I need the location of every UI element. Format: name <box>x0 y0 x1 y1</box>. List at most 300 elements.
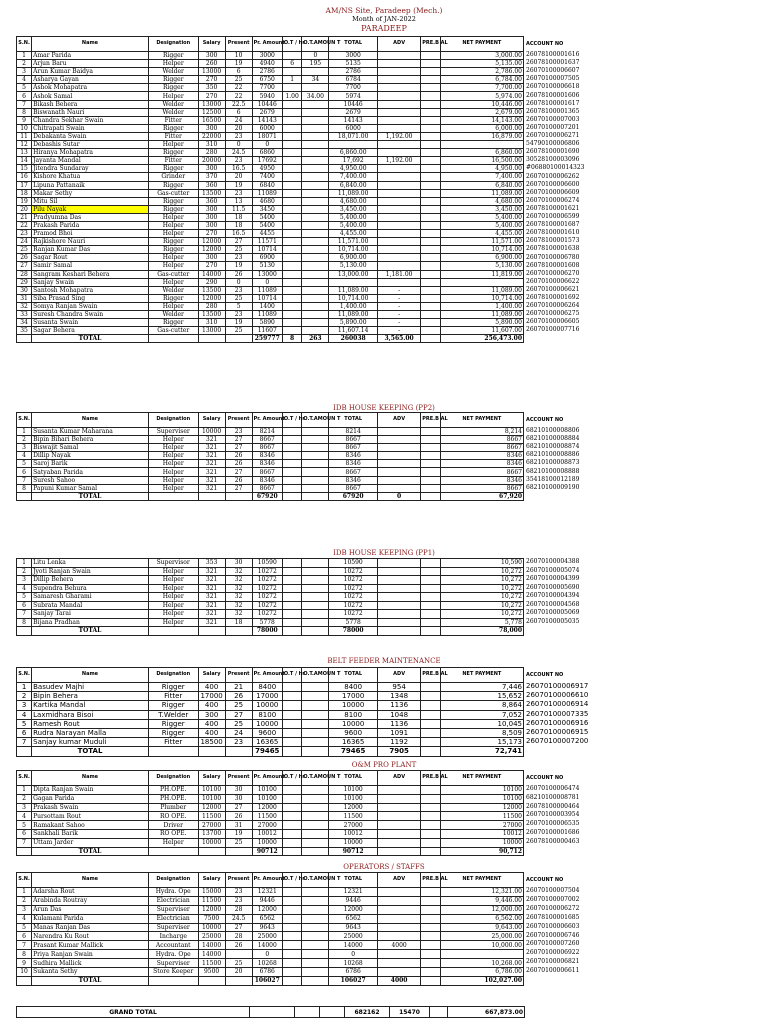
cell <box>378 812 421 821</box>
cell: Bipin Bihari Behera <box>32 436 149 444</box>
cell: 6000 <box>252 124 282 132</box>
cell <box>421 205 440 213</box>
cell <box>302 838 329 847</box>
column-header: O.T.AMOUN T <box>302 873 329 888</box>
total-pr-amount: 79465 <box>252 747 282 756</box>
column-header: Designation <box>148 413 198 428</box>
cell <box>329 141 378 149</box>
cell: 10714 <box>252 246 282 254</box>
cell <box>421 976 440 985</box>
cell: 10100 <box>198 786 225 795</box>
cell: 8346 <box>252 460 282 468</box>
cell: 12000 <box>440 803 523 812</box>
cell <box>302 181 329 189</box>
cell: RO OPE. <box>148 829 198 838</box>
account-number: 26078100001365 <box>526 107 580 115</box>
cell <box>421 829 440 838</box>
cell: 0 <box>329 950 378 959</box>
table-row <box>17 221 524 229</box>
cell: 1,400.00 <box>329 302 378 310</box>
cell: - <box>378 286 421 294</box>
cell <box>421 941 440 950</box>
cell <box>282 205 301 213</box>
total-ot-hr: 8 <box>282 335 301 343</box>
cell <box>421 335 440 343</box>
account-number: 68210100008888 <box>526 467 580 475</box>
cell <box>282 197 301 205</box>
cell: 8667 <box>329 444 378 452</box>
cell: 23 <box>225 428 252 436</box>
column-header: Salary <box>198 413 225 428</box>
cell <box>198 976 225 985</box>
cell <box>378 108 421 116</box>
cell: 10100 <box>252 786 282 795</box>
cell <box>302 286 329 294</box>
cell <box>282 683 301 692</box>
cell <box>302 254 329 262</box>
cell: 10100 <box>198 794 225 803</box>
cell: 9500 <box>198 968 225 977</box>
cell: Pursottam Rout <box>32 812 149 821</box>
column-header: Designation <box>148 668 198 683</box>
cell <box>148 335 198 343</box>
cell: 12000 <box>198 238 225 246</box>
cell: - <box>378 319 421 327</box>
column-header: O.T / hr. <box>282 771 301 786</box>
cell: Helper <box>148 60 198 68</box>
cell: 1136 <box>378 701 421 710</box>
cell: 7400 <box>252 173 282 181</box>
cell: Sanjay Tarai <box>32 610 149 619</box>
total-pr-amount: 78000 <box>252 627 282 636</box>
cell: 10272 <box>329 567 378 576</box>
table-row <box>17 941 524 950</box>
table-row <box>17 484 524 492</box>
table-row <box>17 319 524 327</box>
table-row <box>17 254 524 262</box>
cell: 11500 <box>198 896 225 905</box>
table-row <box>17 923 524 932</box>
cell: 300 <box>198 52 225 60</box>
grand-total-row <box>16 1006 525 1018</box>
section-table <box>16 558 524 636</box>
cell: 13 <box>17 149 32 157</box>
column-header: TOTAL <box>329 413 378 428</box>
cell <box>17 847 32 856</box>
cell <box>282 468 301 476</box>
table-row <box>17 116 524 124</box>
column-header: NET PAYMENT <box>440 873 523 888</box>
cell <box>282 829 301 838</box>
cell: 300 <box>198 221 225 229</box>
cell: 350 <box>198 84 225 92</box>
cell: 25 <box>225 701 252 710</box>
cell: 8667 <box>252 484 282 492</box>
grand-total-net: 667,873.00 <box>448 1007 525 1018</box>
cell: Rigger <box>148 701 198 710</box>
cell: 35 <box>17 327 32 335</box>
cell <box>378 230 421 238</box>
cell: Lipuna Pattanaik <box>32 181 149 189</box>
cell <box>421 157 440 165</box>
cell: 10,272 <box>440 576 523 585</box>
account-number: 26078100001638 <box>526 245 580 253</box>
cell: 11089 <box>252 311 282 319</box>
cell: Rigger <box>148 165 198 173</box>
table-row <box>17 157 524 165</box>
cell: 4 <box>17 76 32 84</box>
cell <box>282 710 301 719</box>
account-number: 26070100006611 <box>526 967 580 975</box>
account-number: 26070100006600 <box>526 180 580 188</box>
cell <box>378 618 421 627</box>
cell: Dipta Ranjan Swain <box>32 786 149 795</box>
cell <box>378 165 421 173</box>
cell <box>421 786 440 795</box>
cell <box>421 905 440 914</box>
cell <box>302 262 329 270</box>
cell <box>378 189 421 197</box>
cell <box>302 238 329 246</box>
cell <box>282 173 301 181</box>
cell: Ramakant Sahoo <box>32 821 149 830</box>
table-row <box>17 584 524 593</box>
grand-total-label: GRAND TOTAL <box>17 1007 250 1018</box>
table-row <box>17 959 524 968</box>
account-number: 26070100006922 <box>526 949 580 957</box>
cell <box>378 559 421 568</box>
cell: 3 <box>17 905 32 914</box>
cell: Helper <box>148 444 198 452</box>
cell <box>421 559 440 568</box>
cell: 34 <box>302 76 329 84</box>
total-ot-hr <box>282 492 301 500</box>
cell: 1048 <box>378 710 421 719</box>
cell: 8667 <box>329 468 378 476</box>
cell <box>421 821 440 830</box>
cell <box>421 213 440 221</box>
cell: 6 <box>225 108 252 116</box>
table-row <box>17 173 524 181</box>
table-row <box>17 246 524 254</box>
cell: 26 <box>225 476 252 484</box>
cell: 5135 <box>329 60 378 68</box>
cell: 10,714.00 <box>440 294 523 302</box>
cell: 8100 <box>252 710 282 719</box>
cell: 11500 <box>440 812 523 821</box>
table-row <box>17 149 524 157</box>
cell: Rigger <box>148 197 198 205</box>
cell: 27 <box>225 238 252 246</box>
total-ot-amount <box>302 492 329 500</box>
cell: 5130 <box>252 262 282 270</box>
column-header: Pr. Amount <box>252 771 282 786</box>
cell <box>302 905 329 914</box>
account-number: 26070100003954 <box>526 811 580 819</box>
cell: 13000 <box>198 327 225 335</box>
cell: 360 <box>198 197 225 205</box>
total-label: TOTAL <box>32 747 149 756</box>
cell: Fitter <box>148 116 198 124</box>
cell: 6,900.00 <box>440 254 523 262</box>
cell: Sanjay Swain <box>32 278 149 286</box>
account-number: 26078100001621 <box>526 204 580 212</box>
cell <box>421 141 440 149</box>
cell: 1 <box>282 76 301 84</box>
cell <box>302 444 329 452</box>
cell: 8100 <box>329 710 378 719</box>
cell <box>378 141 421 149</box>
cell: 10000 <box>198 428 225 436</box>
column-header: PRE.B AL <box>421 668 440 683</box>
cell: 22000 <box>198 132 225 140</box>
cell <box>378 484 421 492</box>
cell: Dillip Nayak <box>32 452 149 460</box>
cell: Jayanta Mandal <box>32 157 149 165</box>
cell: 25 <box>225 294 252 302</box>
cell: 5,130.00 <box>329 262 378 270</box>
table-row <box>17 794 524 803</box>
cell <box>302 941 329 950</box>
table-row <box>17 230 524 238</box>
table-row <box>17 132 524 140</box>
cell: 11571 <box>252 238 282 246</box>
cell: 321 <box>198 618 225 627</box>
cell <box>302 189 329 197</box>
cell <box>282 601 301 610</box>
cell: 5,400.00 <box>440 221 523 229</box>
cell: Kulamani Parida <box>32 914 149 923</box>
cell: 11,089.00 <box>440 311 523 319</box>
cell: Welder <box>148 286 198 294</box>
cell <box>378 888 421 897</box>
cell: 310 <box>198 319 225 327</box>
cell: 23 <box>225 189 252 197</box>
cell: 27000 <box>440 821 523 830</box>
cell: 10,045 <box>440 719 523 728</box>
cell: 17 <box>17 181 32 189</box>
total-total: 260038 <box>329 335 378 343</box>
cell: 10000 <box>252 701 282 710</box>
cell <box>282 149 301 157</box>
cell <box>378 221 421 229</box>
cell: 12000 <box>252 905 282 914</box>
cell: 6 <box>17 728 32 737</box>
cell: Sagar Rout <box>32 254 149 262</box>
cell: Welder <box>148 108 198 116</box>
cell <box>302 959 329 968</box>
cell: 321 <box>198 484 225 492</box>
cell <box>378 460 421 468</box>
cell: 5,135.00 <box>440 60 523 68</box>
cell <box>302 452 329 460</box>
cell <box>421 492 440 500</box>
account-number: 26070100005035 <box>526 617 580 625</box>
total-pr-amount: 259777 <box>252 335 282 343</box>
cell <box>282 181 301 189</box>
cell: 8667 <box>252 444 282 452</box>
cell: Manas Ranjan Das <box>32 923 149 932</box>
cell: Samir Samal <box>32 262 149 270</box>
cell <box>302 701 329 710</box>
cell: 25 <box>225 959 252 968</box>
cell <box>378 905 421 914</box>
cell: Ashok Samal <box>32 92 149 100</box>
cell: 9643 <box>329 923 378 932</box>
cell <box>378 213 421 221</box>
cell: 11,089.00 <box>440 189 523 197</box>
cell: Susanta Kumar Maharana <box>32 428 149 436</box>
cell: Rigger <box>148 52 198 60</box>
cell <box>378 254 421 262</box>
section-title: IDB HOUSE KEEPING (PP2) <box>333 404 435 412</box>
cell: Helper <box>148 262 198 270</box>
cell: 32 <box>225 593 252 602</box>
cell <box>302 311 329 319</box>
section-title-paradeep: PARADEEP <box>361 24 407 33</box>
cell <box>421 444 440 452</box>
total-net: 72,741 <box>440 747 523 756</box>
cell <box>378 838 421 847</box>
cell: 14000 <box>252 941 282 950</box>
cell: Jyoti Ranjan Swain <box>32 567 149 576</box>
cell: Rigger <box>148 683 198 692</box>
cell: 33 <box>17 311 32 319</box>
cell: Hiranya Mohapatra <box>32 149 149 157</box>
cell: 14143 <box>252 116 282 124</box>
account-number: 26070100001686 <box>526 829 580 836</box>
cell <box>282 794 301 803</box>
cell <box>302 302 329 310</box>
table-row <box>17 932 524 941</box>
cell: 19 <box>225 181 252 189</box>
table-row <box>17 838 524 847</box>
cell <box>421 683 440 692</box>
cell: 321 <box>198 444 225 452</box>
cell: 5,400.00 <box>329 221 378 229</box>
cell: 8346 <box>252 452 282 460</box>
cell: 321 <box>198 436 225 444</box>
cell <box>282 610 301 619</box>
table-row <box>17 738 524 747</box>
cell: 24 <box>225 728 252 737</box>
cell: 10590 <box>252 559 282 568</box>
cell: Rajkishore Nauri <box>32 238 149 246</box>
cell: 0 <box>252 950 282 959</box>
table-row <box>17 452 524 460</box>
account-number: 26070100006270 <box>526 269 580 277</box>
cell: 270 <box>198 262 225 270</box>
cell <box>148 747 198 756</box>
cell: 17,692 <box>329 157 378 165</box>
cell: 5400 <box>252 213 282 221</box>
cell: Biswajit Samal <box>32 444 149 452</box>
cell: 8214 <box>252 428 282 436</box>
column-header: TOTAL <box>329 771 378 786</box>
column-header: O.T.AMOUN T <box>302 37 329 52</box>
total-row <box>17 335 524 343</box>
cell <box>282 950 301 959</box>
cell: 14000 <box>198 950 225 959</box>
account-number: 26078100001692 <box>526 294 580 301</box>
section-table <box>16 36 524 343</box>
cell: 954 <box>378 683 421 692</box>
table-row <box>17 189 524 197</box>
table-row <box>17 311 524 319</box>
cell <box>378 914 421 923</box>
total-row <box>17 627 524 636</box>
cell: 353 <box>198 559 225 568</box>
cell: 5 <box>17 923 32 932</box>
cell: 8,864 <box>440 701 523 710</box>
cell <box>148 627 198 636</box>
cell <box>302 803 329 812</box>
cell: Incharge <box>148 932 198 941</box>
account-number: 26070100006622 <box>526 277 580 285</box>
cell <box>302 294 329 302</box>
cell <box>378 205 421 213</box>
cell: Welder <box>148 311 198 319</box>
cell: 13500 <box>198 189 225 197</box>
column-header: ADV <box>378 873 421 888</box>
cell: 5 <box>225 302 252 310</box>
cell <box>421 189 440 197</box>
cell: 3 <box>17 68 32 76</box>
column-header: Pr. Amount <box>252 873 282 888</box>
cell <box>421 116 440 124</box>
account-number: 26070100006603 <box>526 922 580 930</box>
cell: 18,071.00 <box>329 132 378 140</box>
account-number: 68210100008874 <box>526 443 580 451</box>
section-table <box>16 667 524 757</box>
cell: 10,714.00 <box>329 294 378 302</box>
cell: 7 <box>17 941 32 950</box>
table-row <box>17 559 524 568</box>
total-ot-amount <box>302 627 329 636</box>
cell: 300 <box>198 124 225 132</box>
column-header: ADV <box>378 771 421 786</box>
cell <box>282 262 301 270</box>
table-row <box>17 468 524 476</box>
cell <box>282 559 301 568</box>
total-pr-amount: 106027 <box>252 976 282 985</box>
cell: 27 <box>225 923 252 932</box>
cell: 10,590 <box>440 559 523 568</box>
column-header: Present <box>225 37 252 52</box>
cell: 2679 <box>252 108 282 116</box>
cell: 6,000.00 <box>440 124 523 132</box>
cell: Laxmidhara Bisoi <box>32 710 149 719</box>
cell: 10272 <box>329 593 378 602</box>
cell <box>421 286 440 294</box>
cell <box>378 452 421 460</box>
cell: 22.5 <box>225 100 252 108</box>
cell: 7,400.00 <box>440 173 523 181</box>
cell: 14 <box>17 157 32 165</box>
cell: 270 <box>198 92 225 100</box>
cell <box>282 812 301 821</box>
cell <box>302 428 329 436</box>
column-header-account: ACCOUNT NO <box>526 417 564 423</box>
column-header: S.N. <box>17 873 32 888</box>
cell: 5,130.00 <box>440 262 523 270</box>
cell: Siba Prasad Sing <box>32 294 149 302</box>
cell <box>378 197 421 205</box>
cell <box>282 618 301 627</box>
cell <box>421 254 440 262</box>
cell: 8346 <box>329 452 378 460</box>
cell: 6,860.00 <box>329 149 378 157</box>
